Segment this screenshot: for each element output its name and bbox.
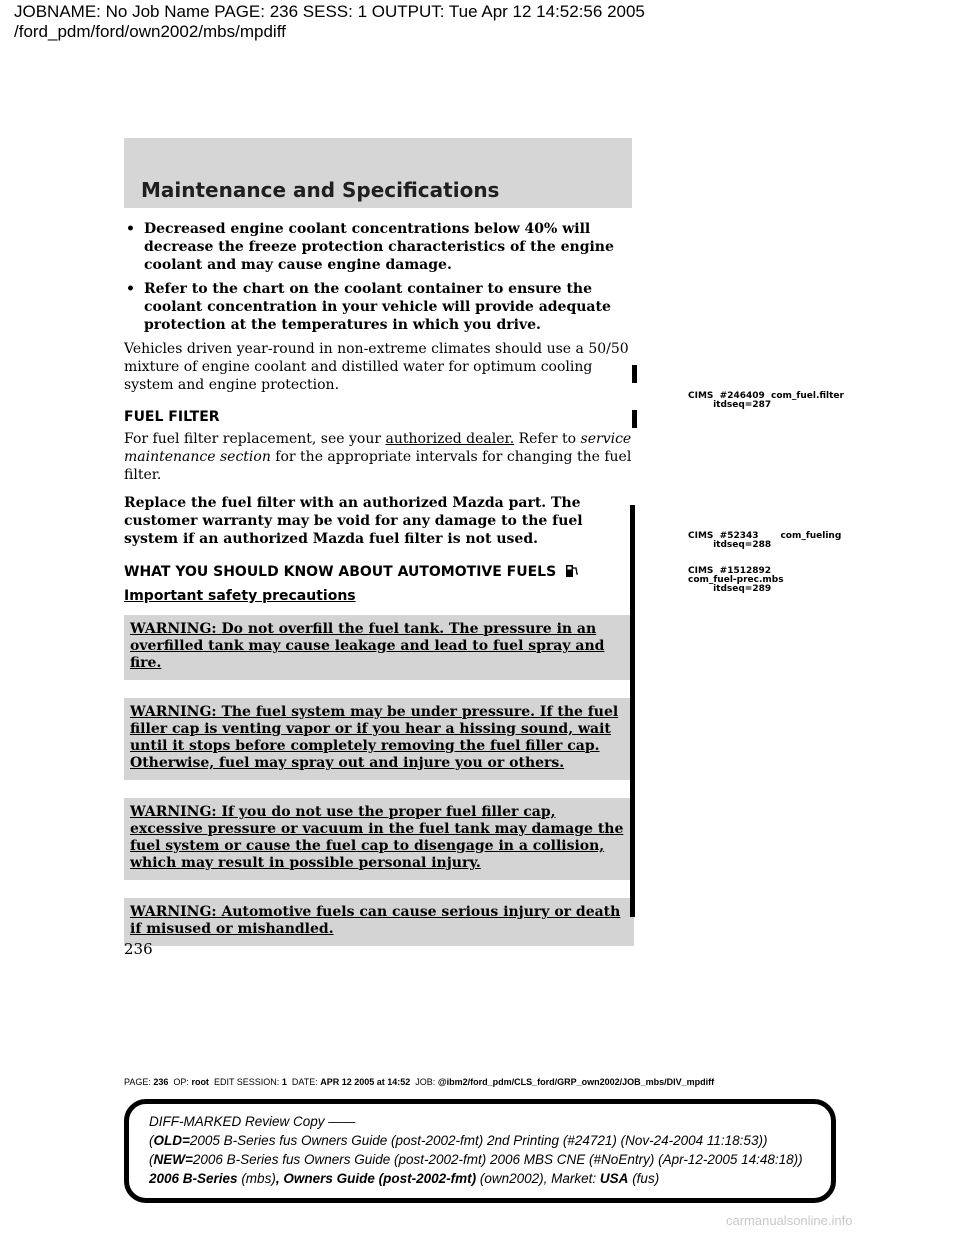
diff-model-line bbox=[149, 1169, 831, 1188]
cims-annotation: CIMS #1512892 com_fuel-prec.mbs itdseq=289 bbox=[688, 566, 784, 594]
diff-paren: ( bbox=[149, 1133, 154, 1148]
authorized-dealer-link[interactable]: authorized dealer. bbox=[385, 431, 515, 447]
cims-annotation: CIMS #246409 com_fuel.filter itdseq=287 bbox=[688, 391, 844, 410]
fuels-heading bbox=[124, 562, 634, 581]
fuel-filter-text: Refer to bbox=[514, 431, 581, 447]
job-header-line1: JOBNAME: No Job Name PAGE: 236 SESS: 1 OUTPUT: Tue Apr 12 14:52:56 2005 bbox=[14, 2, 645, 21]
footer-job-value: @ibm2/ford_pdm/CLS_ford/GRP_own2002/JOB_mbs/DIV_mpdiff bbox=[437, 1077, 715, 1087]
diff-market-code: (fus) bbox=[628, 1171, 660, 1186]
diff-new-text: 2006 B-Series fus Owners Guide (post-2002-fmt) 2006 MBS CNE (#NoEntry) (Apr-12-2005 14:48:18)) bbox=[192, 1152, 803, 1167]
diff-model: 2006 B-Series bbox=[149, 1171, 238, 1186]
bullet-item bbox=[124, 220, 634, 274]
job-header bbox=[14, 2, 645, 42]
section-title: Maintenance and Specifications bbox=[141, 178, 500, 202]
diff-old-text: 2005 B-Series fus Owners Guide (post-2002-fmt) 2nd Printing (#24721) (Nov-24-2004 11:18:53)) bbox=[189, 1133, 768, 1148]
safety-precautions-subheading: Important safety precautions bbox=[124, 588, 356, 604]
bullet-item bbox=[124, 280, 634, 334]
bullet-dot-icon: • bbox=[126, 281, 135, 297]
fuel-filter-warning-paragraph: Replace the fuel filter with an authorized Mazda part. The customer warranty may be void for any damage to the fuel system if an authorized Mazda fuel filter is not used. bbox=[124, 495, 583, 547]
footer-job-label: JOB: bbox=[415, 1077, 436, 1087]
cims-annotation: CIMS #52343 com_fueling itdseq=288 bbox=[688, 531, 842, 550]
site-watermark: carmanualsonline.info bbox=[726, 1213, 853, 1228]
warning-box: WARNING: The fuel system may be under pressure. If the fuel filler cap is venting vapor or if you hear a hissing sound, wait until it stops before completely removing the fuel filler cap. Otherwise, fuel may spray out and injure you or others. bbox=[124, 698, 634, 780]
diff-separator: , bbox=[275, 1171, 284, 1186]
bullet-dot-icon: • bbox=[126, 221, 135, 237]
warning-box: WARNING: Automotive fuels can cause serious injury or death if misused or mishandled. bbox=[124, 898, 634, 946]
diff-guide: Owners Guide (post-2002-fmt) bbox=[283, 1171, 477, 1186]
warning-box: WARNING: Do not overfill the fuel tank. The pressure in an overfilled tank may cause leakage and lead to fuel spray and fire. bbox=[124, 615, 634, 680]
bullet-text: Decreased engine coolant concentrations below 40% will decrease the freeze protection characteristics of the engine coolant and may cause engine damage. bbox=[144, 221, 614, 273]
footer-date-label: DATE: bbox=[291, 1077, 318, 1087]
footer-page-value: 236 bbox=[153, 1077, 169, 1087]
footer-session-value: 1 bbox=[281, 1077, 287, 1087]
page-content bbox=[124, 220, 634, 964]
footer-date-value: APR 12 2005 at 14:52 bbox=[320, 1077, 411, 1087]
diff-old-tag: OLD= bbox=[153, 1133, 190, 1148]
fuel-pump-icon bbox=[565, 562, 579, 578]
fuel-filter-text: For fuel filter replacement, see your bbox=[124, 431, 386, 447]
change-bar bbox=[630, 505, 635, 917]
fuels-heading-text: WHAT YOU SHOULD KNOW ABOUT AUTOMOTIVE FUELS bbox=[124, 564, 557, 580]
diff-new-tag: NEW= bbox=[153, 1152, 193, 1167]
diff-guide-code: (own2002) bbox=[476, 1171, 544, 1186]
diff-new-line bbox=[149, 1150, 831, 1169]
footer-session-label: EDIT SESSION: bbox=[213, 1077, 280, 1087]
page-number: 236 bbox=[124, 940, 153, 958]
diff-title: DIFF-MARKED Review Copy —— bbox=[149, 1114, 356, 1129]
service-section-reference: service maintenance section bbox=[124, 431, 632, 465]
fuel-filter-paragraph bbox=[124, 430, 634, 484]
diff-old-line bbox=[149, 1131, 831, 1150]
coolant-paragraph: Vehicles driven year-round in non-extreme climates should use a 50/50 mixture of engine coolant and distilled water for optimum cooling system and engine protection. bbox=[124, 341, 629, 393]
diff-market: USA bbox=[599, 1171, 629, 1186]
footer-info bbox=[124, 1077, 714, 1087]
diff-review-box bbox=[124, 1099, 836, 1203]
diff-model-code: (mbs) bbox=[237, 1171, 276, 1186]
job-header-line2: /ford_pdm/ford/own2002/mbs/mpdiff bbox=[14, 22, 286, 41]
bullet-text: Refer to the chart on the coolant container to ensure the coolant concentration in your vehicle will provide adequate protection at the temperatures in which you drive. bbox=[144, 281, 611, 333]
change-bar bbox=[632, 410, 637, 428]
diff-paren: ( bbox=[149, 1152, 154, 1167]
footer-page-label: PAGE: bbox=[124, 1077, 151, 1087]
warning-box: WARNING: If you do not use the proper fuel filler cap, excessive pressure or vacuum in the fuel tank may damage the fuel system or cause the fuel cap to disengage in a collision, which may result in possible personal injury. bbox=[124, 798, 634, 880]
fuel-filter-text: for the appropriate intervals for changing the fuel filter. bbox=[124, 449, 632, 483]
change-bar bbox=[632, 365, 637, 383]
footer-op-value: root bbox=[191, 1077, 209, 1087]
diff-market-label: , Market: bbox=[543, 1171, 600, 1186]
footer-op-label: OP: bbox=[173, 1077, 189, 1087]
fuel-filter-heading: FUEL FILTER bbox=[124, 409, 220, 425]
